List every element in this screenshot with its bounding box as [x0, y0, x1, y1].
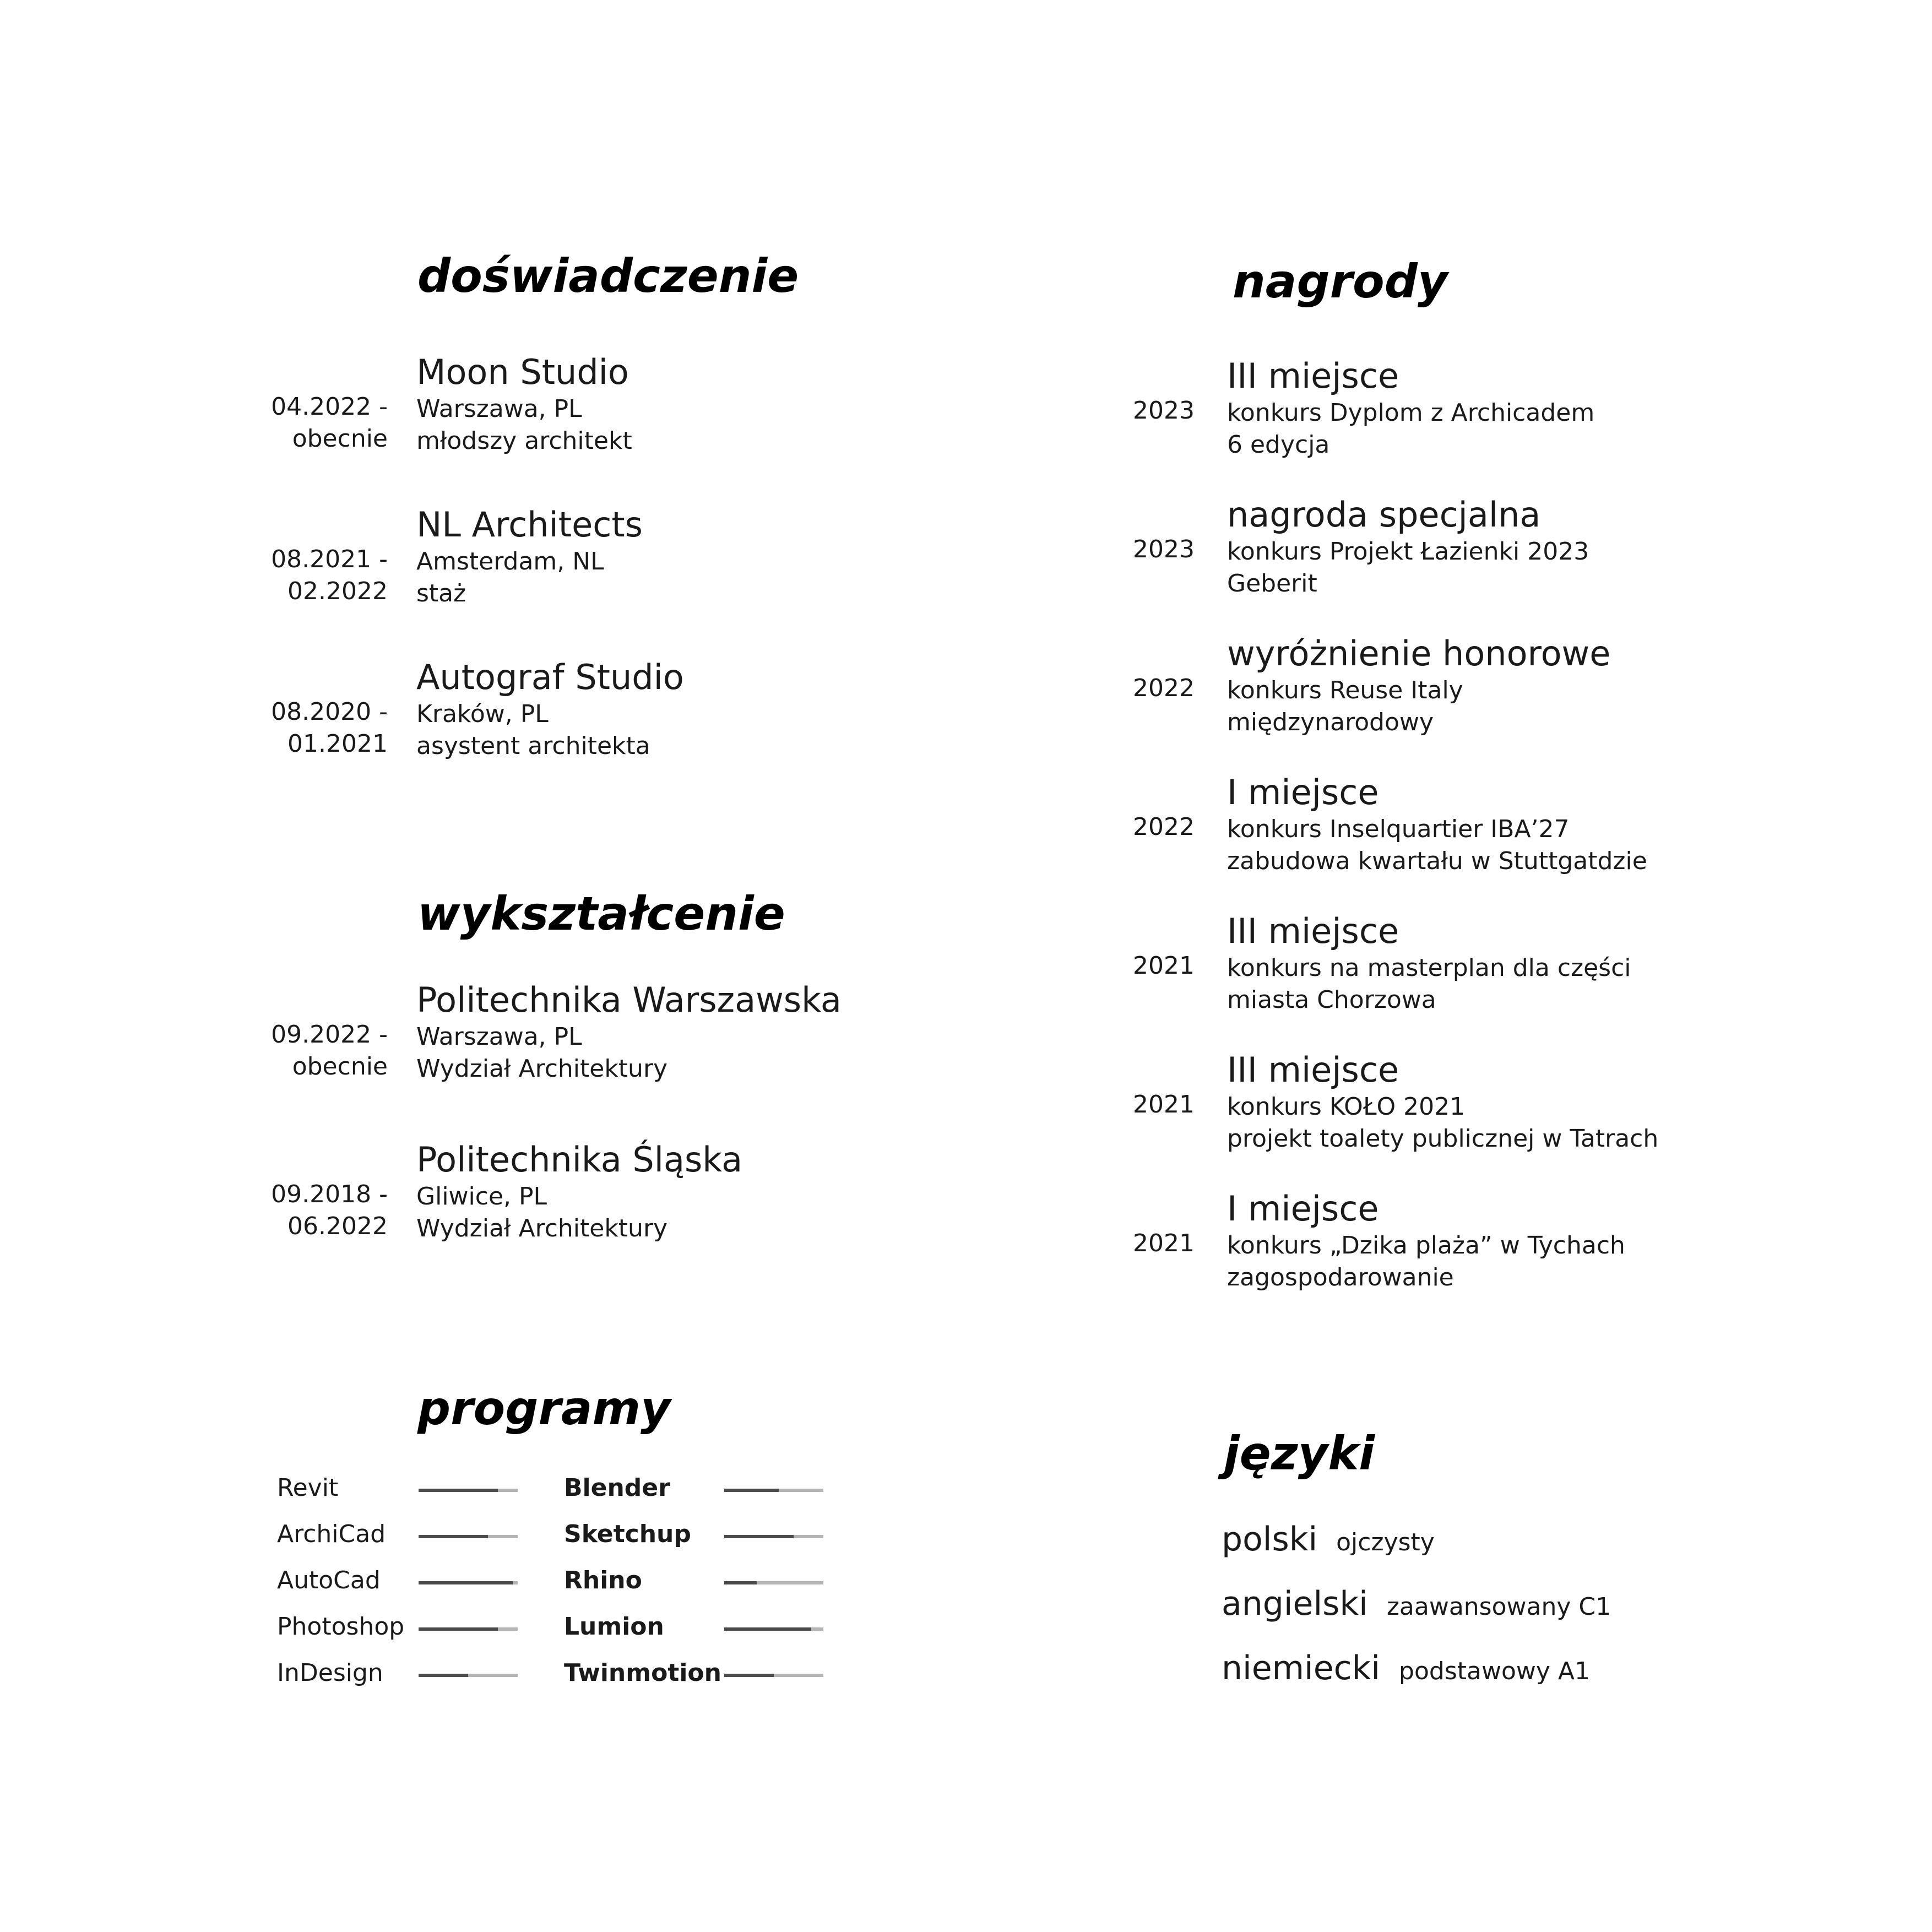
- skill-bar: [724, 1627, 823, 1631]
- award-year: 2021: [1133, 952, 1195, 980]
- award-title: nagroda specjalna: [1227, 495, 1541, 535]
- software-heading: programy: [417, 1381, 671, 1435]
- date-to: 02.2022: [287, 577, 388, 605]
- education-faculty: Wydział Architektury: [416, 1055, 668, 1083]
- skill-bar-fill: [724, 1489, 779, 1492]
- award-title: III miejsce: [1227, 1050, 1399, 1090]
- award-line: 6 edycja: [1227, 431, 1330, 459]
- languages-heading: języki: [1224, 1426, 1375, 1480]
- education-title: Politechnika Śląska: [416, 1139, 743, 1180]
- award-line: konkurs na masterplan dla części: [1227, 954, 1631, 982]
- software-name: Sketchup: [564, 1520, 691, 1548]
- education-faculty: Wydział Architektury: [416, 1214, 668, 1242]
- award-year: 2022: [1133, 674, 1195, 702]
- experience-location: Amsterdam, NL: [416, 547, 604, 576]
- skill-bar-fill: [724, 1674, 774, 1677]
- skill-bar: [724, 1674, 823, 1677]
- skill-bar-fill: [419, 1489, 498, 1492]
- experience-content: [416, 504, 643, 610]
- language-row: [1222, 1584, 1611, 1623]
- award-title: wyróżnienie honorowe: [1227, 633, 1611, 674]
- education-content: [416, 1139, 742, 1245]
- skill-bar: [419, 1581, 518, 1584]
- language-level: podstawowy A1: [1399, 1657, 1590, 1685]
- education-location: Warszawa, PL: [416, 1023, 582, 1051]
- experience-role: staż: [416, 579, 466, 607]
- software-name: Revit: [277, 1474, 339, 1502]
- experience-date: [209, 391, 388, 455]
- award-line: zagospodarowanie: [1227, 1263, 1454, 1291]
- skill-bar-fill: [419, 1581, 513, 1584]
- award-title: III miejsce: [1227, 911, 1399, 951]
- award-title: III miejsce: [1227, 356, 1399, 396]
- skill-bar: [419, 1489, 518, 1492]
- award-year: 2023: [1133, 397, 1195, 425]
- language-level: ojczysty: [1336, 1528, 1435, 1556]
- education-heading: wykształcenie: [417, 887, 785, 941]
- education-title: Politechnika Warszawska: [416, 980, 842, 1020]
- award-year: 2023: [1133, 535, 1195, 563]
- experience-location: Kraków, PL: [416, 700, 549, 728]
- award-content: [1227, 1188, 1625, 1294]
- award-line: konkurs Dyplom z Archicadem: [1227, 399, 1595, 427]
- software-name: InDesign: [277, 1659, 383, 1687]
- date-from: 08.2021 -: [271, 545, 388, 573]
- experience-location: Warszawa, PL: [416, 395, 582, 423]
- award-content: [1227, 772, 1647, 877]
- award-content: [1227, 494, 1589, 600]
- skill-bar: [724, 1535, 823, 1538]
- award-line: konkurs „Dzika plaża” w Tychach: [1227, 1231, 1625, 1260]
- experience-date: [209, 544, 388, 607]
- experience-title: Moon Studio: [416, 352, 629, 392]
- skill-bar: [419, 1674, 518, 1677]
- software-name: Lumion: [564, 1613, 664, 1641]
- experience-role: asystent architekta: [416, 732, 650, 760]
- date-from: 08.2020 -: [271, 698, 388, 726]
- language-name: angielski: [1222, 1584, 1368, 1623]
- language-row: [1222, 1649, 1590, 1687]
- skill-bar-fill: [724, 1581, 757, 1584]
- skill-bar: [419, 1627, 518, 1631]
- language-name: polski: [1222, 1520, 1318, 1559]
- software-name: Photoshop: [277, 1613, 405, 1641]
- skill-bar: [724, 1581, 823, 1584]
- experience-content: [416, 656, 684, 762]
- date-from: 09.2022 -: [271, 1021, 388, 1049]
- award-content: [1227, 910, 1631, 1016]
- experience-heading: doświadczenie: [417, 249, 799, 303]
- award-line: konkurs Reuse Italy: [1227, 676, 1463, 704]
- date-to: 06.2022: [287, 1212, 388, 1240]
- award-line: konkurs Projekt Łazienki 2023: [1227, 538, 1589, 566]
- award-line: miasta Chorzowa: [1227, 986, 1436, 1014]
- software-name: AutoCad: [277, 1566, 381, 1594]
- award-line: międzynarodowy: [1227, 708, 1434, 736]
- experience-title: NL Architects: [416, 504, 643, 545]
- education-location: Gliwice, PL: [416, 1182, 547, 1211]
- skill-bar: [419, 1535, 518, 1538]
- skill-bar-fill: [419, 1535, 488, 1538]
- award-line: Geberit: [1227, 569, 1317, 598]
- award-content: [1227, 633, 1610, 739]
- award-line: projekt toalety publicznej w Tatrach: [1227, 1125, 1659, 1153]
- skill-bar-fill: [419, 1627, 498, 1631]
- education-date: [209, 1019, 388, 1083]
- awards-heading: nagrody: [1233, 254, 1448, 308]
- skill-bar-fill: [419, 1674, 468, 1677]
- award-year: 2021: [1133, 1229, 1195, 1257]
- date-to: obecnie: [292, 425, 388, 453]
- award-line: konkurs Inselquartier IBA’27: [1227, 815, 1570, 843]
- date-from: 09.2018 -: [271, 1180, 388, 1208]
- education-date: [209, 1179, 388, 1242]
- experience-title: Autograf Studio: [416, 657, 684, 697]
- language-level: zaawansowany C1: [1386, 1593, 1611, 1621]
- skill-bar: [724, 1489, 823, 1492]
- software-name: Rhino: [564, 1566, 642, 1594]
- language-row: [1222, 1520, 1435, 1559]
- software-name: Twinmotion: [564, 1659, 721, 1687]
- software-name: Blender: [564, 1474, 670, 1502]
- skill-bar-fill: [724, 1627, 811, 1631]
- date-from: 04.2022 -: [271, 393, 388, 421]
- award-line: zabudowa kwartału w Stuttgatdzie: [1227, 847, 1647, 875]
- award-title: I miejsce: [1227, 772, 1379, 812]
- award-year: 2021: [1133, 1090, 1195, 1119]
- language-name: niemiecki: [1222, 1649, 1381, 1687]
- education-content: [416, 979, 842, 1085]
- date-to: 01.2021: [287, 730, 388, 758]
- award-title: I miejsce: [1227, 1188, 1379, 1229]
- date-to: obecnie: [292, 1052, 388, 1081]
- award-year: 2022: [1133, 813, 1195, 841]
- skill-bar-fill: [724, 1535, 794, 1538]
- award-content: [1227, 355, 1594, 461]
- experience-role: młodszy architekt: [416, 427, 632, 455]
- experience-content: [416, 351, 632, 457]
- experience-date: [209, 696, 388, 760]
- award-line: konkurs KOŁO 2021: [1227, 1093, 1466, 1121]
- award-content: [1227, 1049, 1658, 1155]
- software-name: ArchiCad: [277, 1520, 386, 1548]
